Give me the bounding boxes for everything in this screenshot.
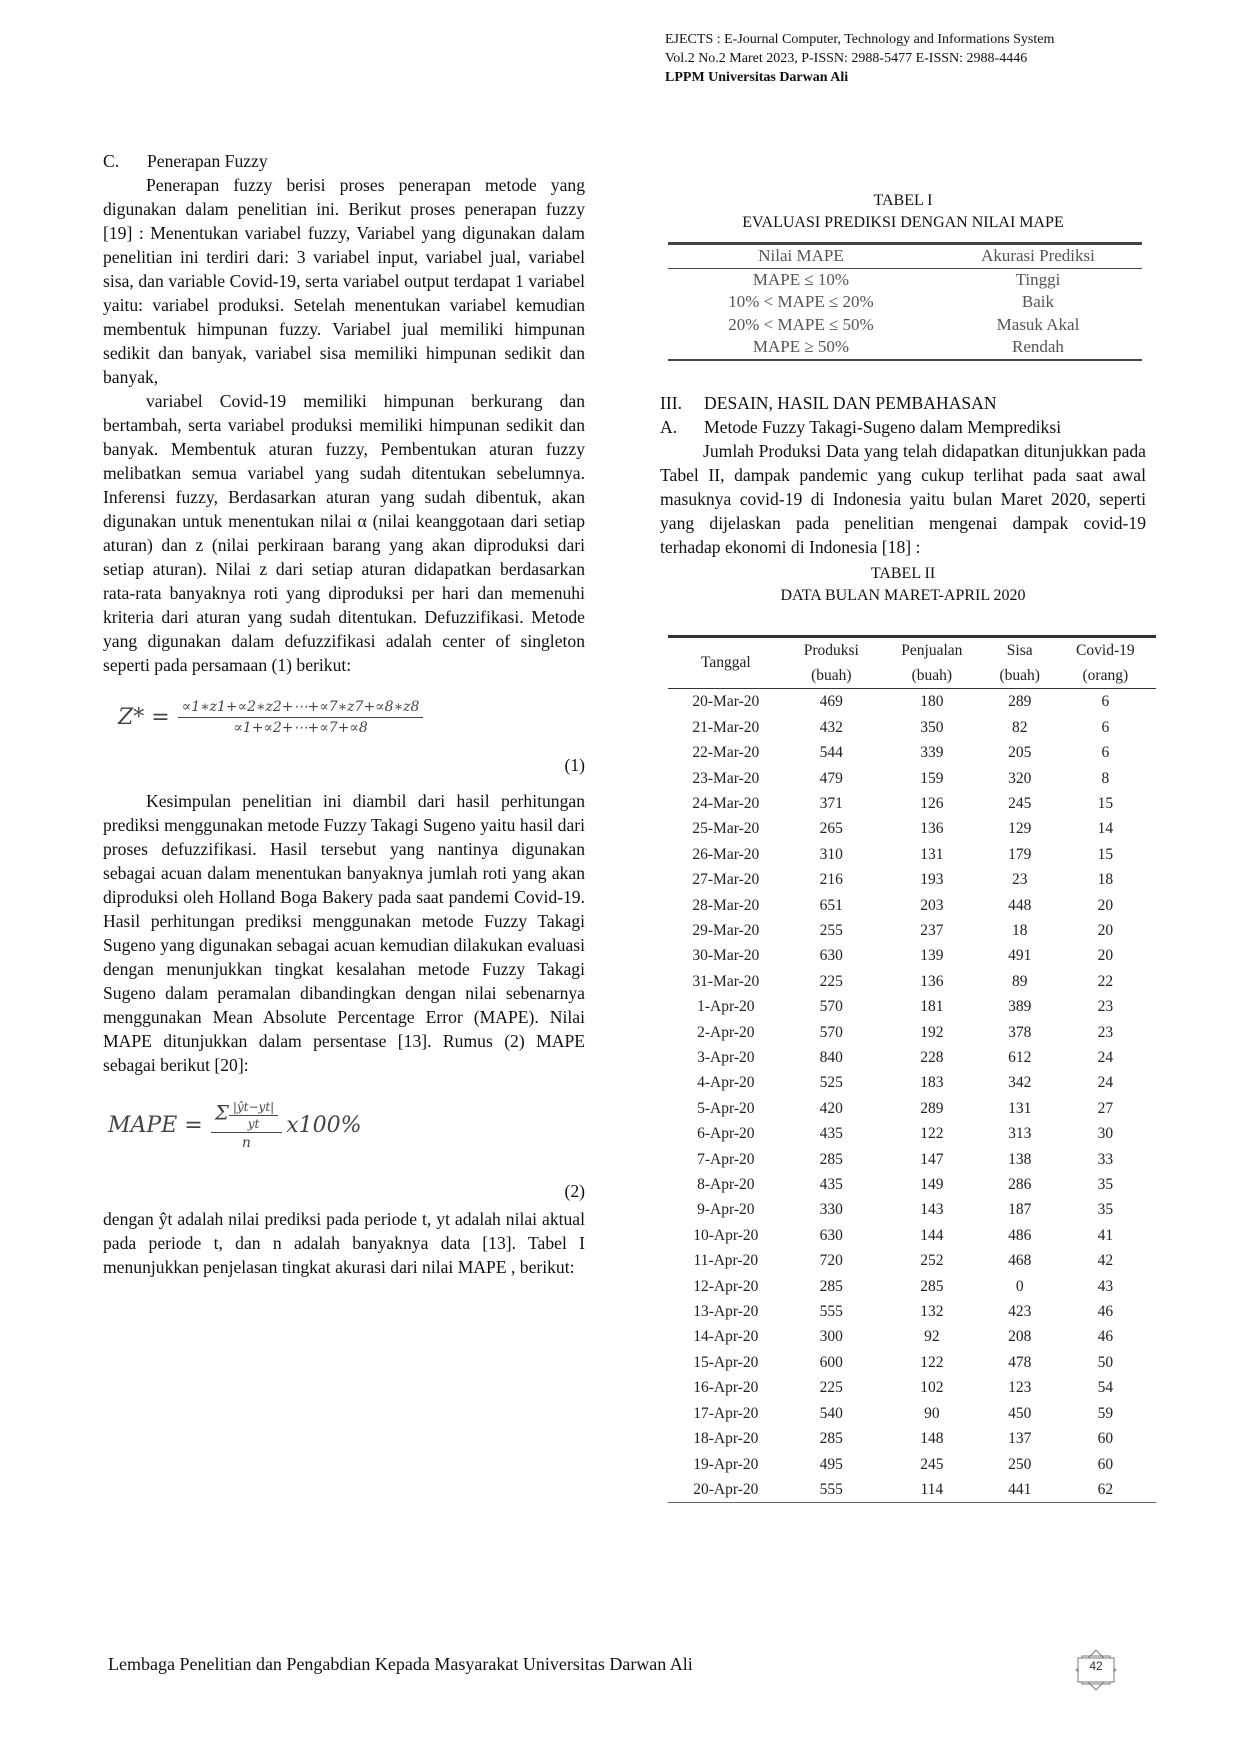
table-cell: 286 <box>1008 1176 1032 1194</box>
table-cell: 27 <box>1097 1099 1114 1117</box>
table-cell: 20-Apr-20 <box>693 1480 759 1498</box>
table-row <box>668 766 1156 791</box>
table-cell: 237 <box>920 921 944 939</box>
table-row <box>668 969 1156 994</box>
table-cell: 720 <box>819 1252 843 1270</box>
journal-header <box>665 30 1054 87</box>
table-cell: 9-Apr-20 <box>697 1201 755 1219</box>
section-heading-c <box>103 149 585 173</box>
table-cell: 540 <box>819 1404 843 1422</box>
table-cell: 570 <box>819 1023 843 1041</box>
table-cell: 23 <box>1097 998 1114 1016</box>
table-cell: 330 <box>819 1201 843 1219</box>
table-cell: 24-Mar-20 <box>692 794 760 812</box>
table-cell: 62 <box>1097 1480 1114 1498</box>
table-cell: 149 <box>920 1176 944 1194</box>
table-cell: 420 <box>819 1099 843 1117</box>
table-cell: 159 <box>920 769 944 787</box>
table-cell: 651 <box>819 896 843 914</box>
table-cell: 183 <box>920 1074 944 1092</box>
table-cell: 19-Apr-20 <box>693 1455 759 1473</box>
equation-2-formula <box>108 1099 370 1153</box>
table-1-body <box>668 268 1142 360</box>
table-row <box>668 842 1156 867</box>
equation-rhs: x100% <box>286 1113 362 1138</box>
table-cell: 20 <box>1097 921 1114 939</box>
table-cell: 16-Apr-20 <box>693 1379 759 1397</box>
page-number: 42 <box>1089 1659 1103 1673</box>
inner-numerator: |ŷt−yt| <box>229 1099 278 1116</box>
table-cell: 89 <box>1011 972 1028 990</box>
table-row <box>668 893 1156 918</box>
table-cell: 479 <box>819 769 843 787</box>
table-cell: 600 <box>819 1353 843 1371</box>
table-row <box>668 1147 1156 1172</box>
table-cell: 11-Apr-20 <box>693 1252 759 1270</box>
table-cell: 544 <box>819 744 843 762</box>
table-cell: 136 <box>920 820 944 838</box>
table-cell: 491 <box>1008 947 1032 965</box>
table-cell: 245 <box>920 1455 944 1473</box>
table-cell: 208 <box>1008 1328 1032 1346</box>
table-2-header-cell: Penjualan <box>901 641 963 659</box>
paragraph: Jumlah Produksi Data yang telah didapatkan ditunjukkan pada Tabel II, dampak pandemic yang cukup terlihat pada saat awal masuknya covid-19 di Indonesia yaitu bulan Maret 2020, seperti yang dijelaskan pada penelitian mengenai dampak covid-19 terhadap ekonomi di Indonesia [18] : <box>660 440 1146 557</box>
table-cell: 126 <box>920 794 944 812</box>
table-cell: 255 <box>819 921 843 939</box>
table-cell: 23 <box>1011 871 1028 889</box>
table-cell: 486 <box>1008 1226 1032 1244</box>
table-row <box>668 336 1142 360</box>
table-row <box>668 1248 1156 1273</box>
table-cell: 20% < MAPE ≤ 50% <box>728 314 874 334</box>
table-2-title: DATA BULAN MARET-APRIL 2020 <box>780 586 1026 604</box>
table-cell: 570 <box>819 998 843 1016</box>
table-cell: 144 <box>920 1226 944 1244</box>
table-cell: 555 <box>819 1303 843 1321</box>
table-cell: 450 <box>1008 1404 1032 1422</box>
table-cell: 179 <box>1008 845 1032 863</box>
equation-denominator: ∝1+∝2+⋯+∝7+∝8 <box>233 720 368 736</box>
table-cell: 35 <box>1097 1176 1114 1194</box>
table-row <box>668 1197 1156 1222</box>
table-cell: 90 <box>924 1404 940 1422</box>
table-cell: Baik <box>1021 292 1055 311</box>
table-1-title: EVALUASI PREDIKSI DENGAN NILAI MAPE <box>742 214 1064 231</box>
table-row <box>668 1299 1156 1324</box>
table-cell: 389 <box>1008 998 1032 1016</box>
table-cell: 13-Apr-20 <box>693 1303 759 1321</box>
table-cell: 630 <box>819 947 843 965</box>
table-cell: 289 <box>920 1099 944 1117</box>
table-row <box>668 715 1156 740</box>
equation-denominator: n <box>241 1135 251 1151</box>
table-row <box>668 1401 1156 1426</box>
table-2-header-cell: Covid-19 <box>1076 641 1135 659</box>
section-marker: III. <box>660 392 682 413</box>
table-cell: 27-Mar-20 <box>692 871 760 889</box>
table-cell: 265 <box>819 820 843 838</box>
table-cell: 60 <box>1097 1430 1114 1448</box>
journal-title: EJECTS : E-Journal Computer, Technology and Informations System <box>665 32 1055 47</box>
table-1 <box>668 242 1142 361</box>
table-cell: 137 <box>1008 1430 1032 1448</box>
table-2-header-cell: Produksi <box>803 641 859 659</box>
table-cell: 10% < MAPE ≤ 20% <box>728 292 874 311</box>
table-row <box>668 314 1142 337</box>
table-2-body <box>668 689 1156 1503</box>
table-cell: 310 <box>819 845 843 863</box>
table-cell: 4-Apr-20 <box>697 1074 755 1092</box>
table-cell: 525 <box>819 1074 843 1092</box>
table-cell: 313 <box>1008 1125 1032 1143</box>
table-cell: 82 <box>1011 718 1028 736</box>
table-row <box>668 1426 1156 1451</box>
table-cell: 20 <box>1097 896 1114 914</box>
table-cell: 1-Apr-20 <box>697 998 755 1016</box>
table-cell: 46 <box>1097 1328 1114 1346</box>
table-row <box>668 740 1156 765</box>
table-cell: 435 <box>819 1125 843 1143</box>
table-cell: 225 <box>819 1379 843 1397</box>
paragraph: variabel Covid-19 memiliki himpunan berkurang dan bertambah, serta variabel produksi memiliki himpunan sedikit dan banyak. Membentuk aturan fuzzy, Pembentukan aturan fuzzy melibatkan semua variabel yang sudah ditentukan sebelumnya. Inferensi fuzzy, Berdasarkan aturan yang sudah dibentuk, akan digunakan untuk menentukan nilai α (nilai keanggotaan dari setiap aturan) dan z (nilai perkiraan barang yang akan diproduksi dari setiap aturan). Nilai z dari setiap aturan didapatkan berdasarkan rata-rata banyaknya roti yang diproduksi per hari dan memenuhi kriteria dari aturan yang sudah ditentukan. Defuzzifikasi. Metode yang digunakan dalam defuzzifikasi adalah center of singleton seperti pada persamaan (1) berikut: <box>103 391 585 675</box>
equation-number: (2) <box>564 1181 585 1201</box>
table-cell: 23 <box>1097 1023 1114 1041</box>
equation-lhs: Z* = <box>118 704 170 730</box>
table-cell: 203 <box>920 896 944 914</box>
table-row <box>668 1274 1156 1299</box>
table-cell: 129 <box>1008 820 1032 838</box>
table-cell: 6 <box>1101 718 1110 736</box>
equation-1-formula <box>118 697 423 738</box>
table-cell: 630 <box>819 1226 843 1244</box>
sigma-symbol: Σ <box>214 1100 229 1125</box>
inner-fraction <box>229 1099 278 1132</box>
table-cell: 2-Apr-20 <box>697 1023 755 1041</box>
table-cell: 350 <box>920 718 944 736</box>
journal-volume: Vol.2 No.2 Maret 2023, P-ISSN: 2988-5477 E-ISSN: 2988-4446 <box>665 51 1028 66</box>
table-cell: MAPE ≤ 10% <box>752 269 850 289</box>
table-cell: 371 <box>819 794 843 812</box>
table-cell: 92 <box>924 1328 940 1346</box>
table-cell: 3-Apr-20 <box>697 1049 755 1066</box>
table-cell: 8-Apr-20 <box>697 1176 755 1194</box>
table-cell: 0 <box>1015 1277 1024 1295</box>
table-cell: 612 <box>1008 1049 1032 1066</box>
table-cell: 320 <box>1008 769 1032 787</box>
table-cell: 59 <box>1097 1404 1114 1422</box>
left-column <box>103 149 585 1279</box>
table-cell: 192 <box>920 1023 944 1041</box>
table-cell: 8 <box>1101 769 1110 787</box>
table-cell: 123 <box>1008 1379 1032 1397</box>
table-cell: 43 <box>1097 1277 1114 1295</box>
table-cell: 23-Mar-20 <box>692 769 760 787</box>
table-cell: 60 <box>1097 1455 1114 1473</box>
table-row <box>668 1350 1156 1375</box>
table-cell: 131 <box>1008 1099 1032 1117</box>
table-row <box>668 1452 1156 1477</box>
paragraph: Penerapan fuzzy berisi proses penerapan metode yang digunakan dalam penelitian ini. Berikut proses penerapan fuzzy [19] : Menentukan variabel fuzzy, Variabel yang digunakan dalam penelitian ini terdiri dari: 3 variabel input, variabel jual, variabel sisa, dan variable Covid-19, serta variabel output terdapat 1 variabel yaitu: variabel produksi. Setelah menentukan variabel kemudian membentuk himpunan fuzzy. Variabel jual memiliki himpunan sedikit dan banyak, variabel sisa memiliki himpunan sedikit dan banyak, <box>103 175 585 387</box>
equation-lhs: MAPE = <box>108 1113 203 1138</box>
table-cell: 139 <box>920 947 944 965</box>
table-cell: 30-Mar-20 <box>692 947 760 965</box>
table-cell: 193 <box>920 871 944 889</box>
table-cell: 478 <box>1008 1353 1032 1371</box>
table-cell: 29-Mar-20 <box>692 921 760 939</box>
section-title: DESAIN, HASIL DAN PEMBAHASAN <box>704 392 997 413</box>
table-cell: 10-Apr-20 <box>693 1226 759 1244</box>
table-2-header-row <box>668 636 1156 663</box>
table-row <box>668 943 1156 968</box>
table-cell: 54 <box>1097 1379 1114 1397</box>
table-2-unit-cell: (buah) <box>911 666 953 684</box>
right-column <box>660 190 1146 1503</box>
table-cell: 285 <box>920 1277 944 1295</box>
table-cell: 250 <box>1008 1455 1032 1473</box>
page-number-badge <box>1066 1640 1126 1700</box>
table-cell: 469 <box>819 693 843 711</box>
table-cell: 24 <box>1097 1049 1114 1066</box>
table-cell: 14 <box>1097 820 1114 838</box>
equation-numerator: ∝1∗z1+∝2∗z2+⋯+∝7∗z7+∝8∗z8 <box>178 697 424 718</box>
table-cell: 122 <box>920 1125 944 1143</box>
table-cell: 300 <box>819 1328 843 1346</box>
table-row <box>668 689 1156 715</box>
paragraph: Kesimpulan penelitian ini diambil dari hasil perhitungan prediksi menggunakan metode Fuzzy Takagi Sugeno yaitu hasil dari proses defuzzifikasi. Hasil tersebut yang nantinya digunakan sebagai acuan dalam menentukan banyaknya jumlah roti yang akan diproduksi oleh Holland Boga Bakery pada saat pandemi Covid-19. Hasil perhitungan prediksi menggunakan metode Fuzzy Takagi Sugeno yang digunakan sebagai acuan kemudian dilakukan evaluasi dengan menunjukkan tingkat kesalahan metode Fuzzy Takagi Sugeno dalam peramalan dibandingkan dengan nilai sebenarnya menggunakan Mean Absolute Percentage Error (MAPE). Nilai MAPE ditunjukkan dalam persentase [13]. Rumus (2) MAPE sebagai berikut [20]: <box>103 791 585 1075</box>
table-cell: 18 <box>1011 921 1028 939</box>
table-row <box>668 268 1142 291</box>
table-cell: 33 <box>1097 1150 1114 1168</box>
table-2-unit-cell: (buah) <box>811 666 852 684</box>
footer-text: Lembaga Penelitian dan Pengabdian Kepada Masyarakat Universitas Darwan Ali <box>108 1654 693 1674</box>
table-cell: 285 <box>819 1430 843 1448</box>
table-cell: 840 <box>819 1049 843 1066</box>
table-cell: 41 <box>1097 1226 1114 1244</box>
table-cell: 448 <box>1008 896 1032 914</box>
table-cell: 216 <box>819 871 843 889</box>
table-cell: 138 <box>1008 1150 1032 1168</box>
table-cell: 12-Apr-20 <box>693 1277 759 1295</box>
table-cell: 6-Apr-20 <box>697 1125 755 1143</box>
table-cell: 180 <box>920 693 944 711</box>
table-2-unit-cell: (buah) <box>999 666 1040 684</box>
table-cell: 285 <box>819 1277 843 1295</box>
table-cell: 495 <box>819 1455 843 1473</box>
table-2-header-cell: Tanggal <box>700 654 751 672</box>
table-cell: 136 <box>920 972 944 990</box>
table-cell: 468 <box>1008 1252 1032 1270</box>
equation-2 <box>103 1099 585 1207</box>
table-cell: 339 <box>920 744 944 762</box>
table-cell: Tinggi <box>1015 269 1061 289</box>
table-cell: 14-Apr-20 <box>693 1328 759 1346</box>
table-1-header-cell: Nilai MAPE <box>758 246 844 265</box>
table-cell: 30 <box>1097 1125 1114 1143</box>
table-cell: 225 <box>819 972 843 990</box>
table-cell: 18 <box>1097 871 1114 889</box>
table-cell: 187 <box>1008 1201 1032 1219</box>
table-cell: 31-Mar-20 <box>692 972 760 990</box>
table-cell: MAPE ≥ 50% <box>752 337 850 356</box>
section-title: Penerapan Fuzzy <box>147 151 268 171</box>
table-cell: 102 <box>920 1379 944 1397</box>
paragraph: dengan ŷt adalah nilai prediksi pada periode t, yt adalah nilai aktual pada periode t, dan n adalah banyaknya data [13]. Tabel I menunjukkan penjelasan tingkat akurasi dari nilai MAPE , berikut: <box>103 1209 585 1277</box>
table-cell: 148 <box>920 1430 944 1448</box>
table-row <box>668 918 1156 943</box>
table-cell: 143 <box>920 1201 944 1219</box>
table-cell: 35 <box>1097 1201 1114 1219</box>
table-2-unit-cell: (orang) <box>1082 666 1129 684</box>
table-2-header-cell: Sisa <box>1006 641 1033 659</box>
table-cell: 22-Mar-20 <box>692 744 760 762</box>
table-cell: Masuk Akal <box>996 314 1080 334</box>
section-marker: C. <box>103 151 120 171</box>
table-row <box>668 1324 1156 1349</box>
table-cell: 181 <box>920 998 944 1016</box>
table-cell: 131 <box>920 845 944 863</box>
table-cell: 205 <box>1008 744 1032 762</box>
table-cell: 28-Mar-20 <box>692 896 760 914</box>
table-cell: 435 <box>819 1176 843 1194</box>
table-cell: 114 <box>920 1480 944 1498</box>
table-cell: 42 <box>1097 1252 1114 1270</box>
table-cell: 289 <box>1008 693 1032 711</box>
journal-publisher: LPPM Universitas Darwan Ali <box>665 70 849 85</box>
table-cell: 22 <box>1097 972 1114 990</box>
table-1-label: TABEL I <box>873 192 933 209</box>
table-cell: 15 <box>1097 845 1114 863</box>
table-cell: 132 <box>920 1303 944 1321</box>
subsection-heading-a <box>660 415 1146 439</box>
subsection-marker: A. <box>660 416 678 437</box>
table-cell: Rendah <box>1012 337 1064 356</box>
table-row <box>668 1477 1156 1503</box>
table-2 <box>668 635 1156 1504</box>
table-cell: 21-Mar-20 <box>692 718 760 736</box>
equation-fraction <box>211 1099 282 1153</box>
table-cell: 15 <box>1097 794 1114 812</box>
table-2-caption <box>660 563 1146 607</box>
table-cell: 555 <box>819 1480 843 1498</box>
table-cell: 7-Apr-20 <box>697 1150 755 1168</box>
table-1-caption <box>660 190 1146 234</box>
table-row <box>668 1223 1156 1248</box>
table-cell: 6 <box>1101 744 1110 762</box>
table-cell: 24 <box>1097 1074 1114 1092</box>
table-cell: 441 <box>1008 1480 1032 1498</box>
table-cell: 46 <box>1097 1303 1114 1321</box>
table-cell: 378 <box>1008 1023 1032 1041</box>
table-row <box>668 1045 1156 1070</box>
table-row <box>668 816 1156 841</box>
table-cell: 5-Apr-20 <box>697 1099 755 1117</box>
table-cell: 285 <box>819 1150 843 1168</box>
table-2-label: TABEL II <box>870 564 936 582</box>
table-row <box>668 1375 1156 1400</box>
equation-number: (1) <box>564 755 585 775</box>
table-cell: 147 <box>920 1150 944 1168</box>
table-cell: 252 <box>920 1252 944 1270</box>
table-cell: 18-Apr-20 <box>693 1430 759 1448</box>
inner-denominator: yt <box>247 1117 260 1131</box>
table-row <box>668 1121 1156 1146</box>
table-row <box>668 1096 1156 1121</box>
table-cell: 228 <box>920 1049 944 1066</box>
table-row <box>668 1070 1156 1095</box>
table-cell: 20 <box>1097 947 1114 965</box>
table-cell: 17-Apr-20 <box>693 1404 759 1422</box>
table-cell: 6 <box>1101 693 1110 711</box>
table-cell: 15-Apr-20 <box>693 1353 759 1371</box>
table-cell: 50 <box>1097 1353 1114 1371</box>
table-1-header-row <box>668 244 1142 269</box>
section-heading-iii <box>660 391 1146 415</box>
subsection-title: Metode Fuzzy Takagi-Sugeno dalam Memprediksi <box>704 416 1062 437</box>
table-cell: 245 <box>1008 794 1032 812</box>
table-row <box>668 867 1156 892</box>
table-row <box>668 994 1156 1019</box>
table-cell: 122 <box>920 1353 944 1371</box>
table-row <box>668 291 1142 314</box>
table-cell: 423 <box>1008 1303 1032 1321</box>
table-cell: 26-Mar-20 <box>692 845 760 863</box>
table-cell: 342 <box>1008 1074 1032 1092</box>
table-row <box>668 1172 1156 1197</box>
equation-numerator <box>211 1099 282 1133</box>
table-cell: 432 <box>819 718 843 736</box>
equation-1 <box>103 697 585 789</box>
table-cell: 25-Mar-20 <box>692 820 760 838</box>
table-cell: 20-Mar-20 <box>692 693 760 711</box>
equation-fraction <box>178 697 424 738</box>
table-row <box>668 791 1156 816</box>
table-row <box>668 1020 1156 1045</box>
table-1-header-cell: Akurasi Prediksi <box>981 246 1095 265</box>
